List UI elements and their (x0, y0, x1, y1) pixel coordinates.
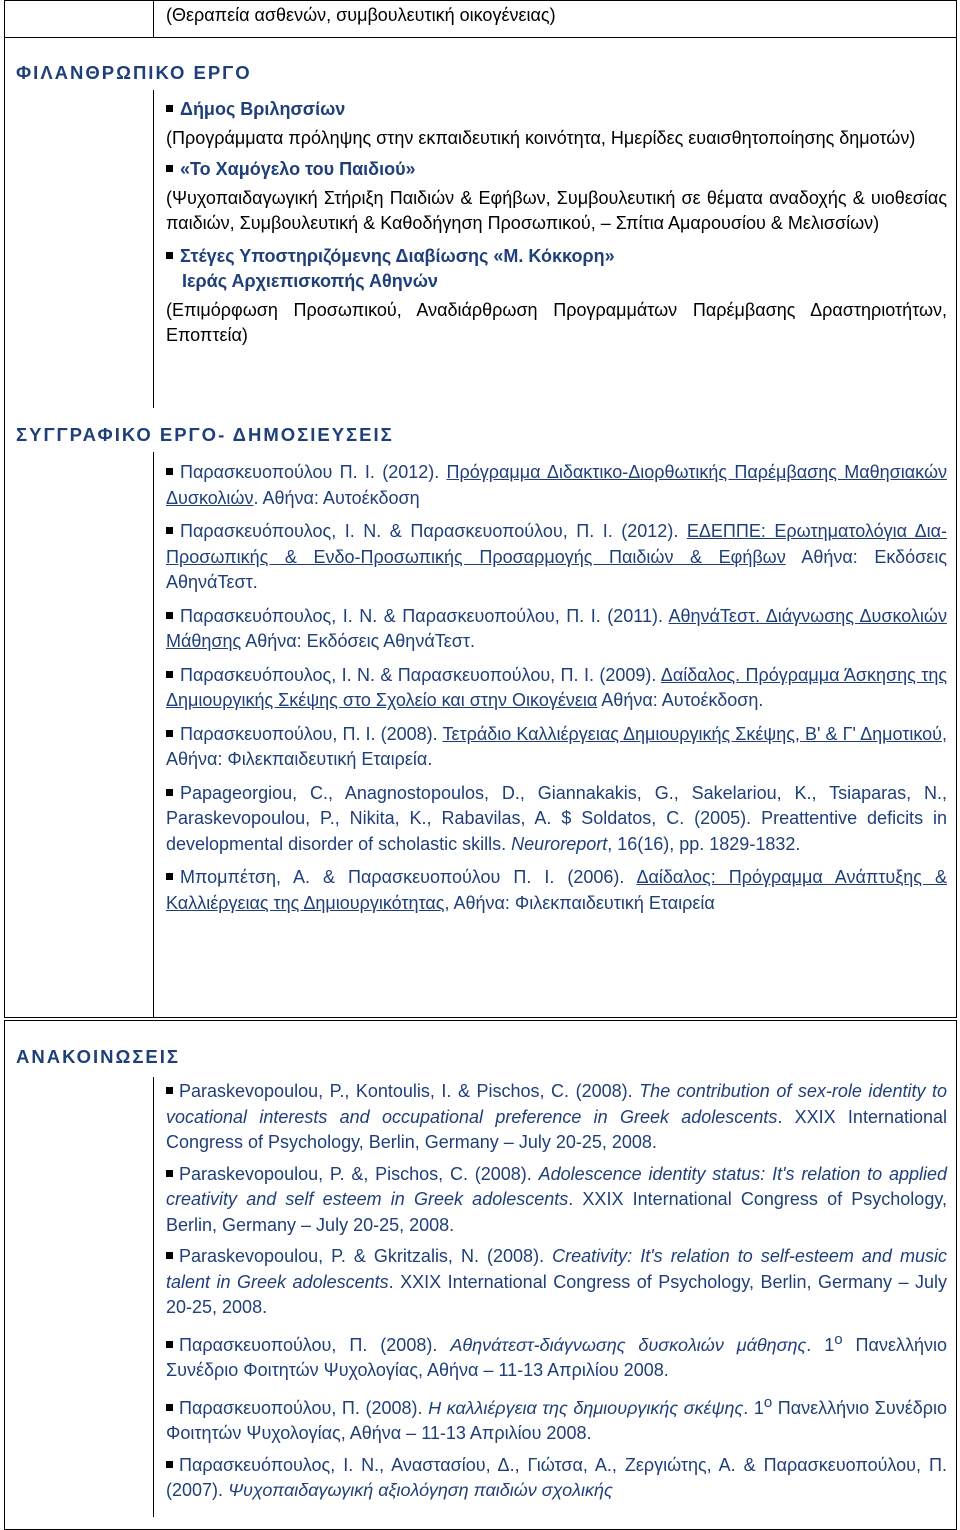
pub-authors: Παρασκευόπουλος, Ι. Ν. & Παρασκευοπούλου, Π. Ι. (2011). (180, 605, 663, 626)
item-description: (Ψυχοπαιδαγωγική Στήριξη Παιδιών & Εφήβων, Συμβουλευτική σε θέματα αναδοχής & υιοθεσίας παιδιών, Συμβουλευτική & Καθοδήγηση Προσωπικού, – Σπίτια Αμαρουσίου & Μελισσίων) (166, 187, 947, 233)
bullet-icon (166, 105, 173, 112)
column-divider (153, 1077, 154, 1517)
bullet-icon (166, 527, 173, 534)
announcements-list (166, 1079, 947, 1504)
row-divider (4, 37, 957, 38)
bullet-icon (166, 1404, 173, 1411)
list-item (166, 1327, 947, 1384)
pub-title: Πρόγραμμα Διδακτικο-Διορθωτικής Παρέμβασης Μαθησιακών Δυσκολιών (166, 462, 947, 508)
bullet-icon (166, 1087, 173, 1094)
ann-rest: . XXIX International Congress of Psychology, Berlin, Germany – July 20-25, 2008. (166, 1106, 948, 1152)
list-item (166, 1453, 947, 1504)
pub-rest: Αθήνα: Εκδόσεις ΑθηνάΤεστ. (241, 631, 475, 651)
ann-title: Ψυχοπαιδαγωγική αξιολόγηση παιδιών σχολικής (228, 1480, 613, 1500)
pub-title: ΕΔΕΠΠΕ: Ερωτηματολόγια Δια-Προσωπικής & Ενδο-Προσωπικής Προσαρμογής Παιδιών & Εφήβων (166, 521, 947, 567)
ann-authors: Paraskevopoulou, P., Kontoulis, I. & Pischos, C. (2008). (179, 1081, 633, 1101)
list-item (166, 865, 947, 916)
pub-authors: Μπομπέτση, Α. & Παρασκευοπούλου Π. Ι. (2006). (180, 867, 625, 887)
pub-authors: Παρασκευόπουλος, Ι. Ν. & Παρασκευοπούλου, Π. Ι. (2012). (180, 521, 679, 541)
pub-title: Δαίδαλος. Πρόγραμμα Άσκησης της Δημιουργικής Σκέψης στο Σχολείο και στην Οικογένεια (166, 664, 948, 710)
pub-title: Τετράδιο Καλλιέργειας Δημιουργικής Σκέψης, Β' & Γ' Δημοτικού (442, 723, 942, 744)
bullet-icon (166, 789, 173, 796)
bullet-icon (166, 1341, 173, 1348)
bullet-icon (166, 1461, 173, 1468)
ann-rest: . 1 (806, 1334, 835, 1355)
ann-sup: ο (763, 1393, 773, 1411)
list-item (166, 1079, 947, 1156)
ann-title: Adolescence identity status: It's relation to applied creativity and self esteem in Greek adolescents (166, 1163, 947, 1209)
pub-rest: , Αθήνα: Φιλεκπαιδευτική Εταιρεία (444, 892, 715, 913)
ann-title: The contribution of sex-role identity to vocational interests and occupational preference in Greek adolescents (166, 1081, 947, 1127)
pub-rest: Αθήνα: Αυτοέκδοση. (597, 690, 764, 710)
ann-rest: . 1 (743, 1397, 764, 1418)
list-item (166, 97, 947, 151)
bullet-icon (166, 730, 173, 737)
pub-rest: , 16(16), pp. 1829-1832. (607, 833, 801, 854)
bullet-icon (166, 1252, 173, 1259)
publications-list (166, 460, 947, 916)
ann-authors: Παρασκευοπούλου, Π. (2008). (179, 1334, 438, 1355)
pub-rest: , Αθήνα: Φιλεκπαιδευτική Εταιρεία. (166, 723, 947, 769)
list-item (166, 460, 947, 511)
column-divider (153, 0, 154, 37)
pub-authors: Παρασκευόπουλος, Ι. Ν. & Παρασκευοπούλου, Π. Ι. (2009). (180, 664, 657, 685)
pub-authors: Παρασκευοπούλου Π. Ι. (2012). (180, 462, 440, 482)
column-divider (153, 452, 154, 1018)
list-item (166, 722, 947, 773)
philanthropic-list (166, 97, 947, 349)
item-description: (Επιμόρφωση Προσωπικού, Αναδιάρθρωση Προγραμμάτων Παρέμβασης Δραστηριοτήτων, Εποπτεία) (166, 299, 947, 345)
intro-row-text: (Θεραπεία ασθενών, συμβουλευτική οικογένειας) (166, 5, 556, 25)
item-description: (Προγράμματα πρόληψης στην εκπαιδευτική κοινότητα, Ημερίδες ευαισθητοποίησης δημοτών) (166, 127, 916, 148)
bullet-icon (166, 671, 173, 678)
list-item (166, 157, 947, 237)
list-item (166, 1244, 947, 1321)
list-item (166, 663, 947, 714)
section-title-philanthropic: ΦΙΛΑΝΘΡΩΠΙΚΟ ΕΡΓΟ (16, 62, 252, 83)
ann-rest2: Πανελλήνιο Συνέδριο Φοιτητών Ψυχολογίας, Αθήνα – 11-13 Απριλίου 2008. (166, 1334, 948, 1380)
pub-journal: Neuroreport (511, 833, 608, 854)
ann-authors: Paraskevopoulou, P. &, Pischos, C. (2008). (179, 1163, 532, 1184)
column-divider (153, 90, 154, 408)
ann-authors: Paraskevopoulou, P. & Gkritzalis, N. (2008). (179, 1246, 545, 1266)
list-item (166, 781, 947, 858)
pub-title: Δαίδαλος: Πρόγραμμα Ανάπτυξης & Καλλιέργειας της Δημιουργικότητας (166, 867, 947, 913)
list-item (166, 244, 947, 349)
ann-rest2: Πανελλήνιο Συνέδριο Φοιτητών Ψυχολογίας, Αθήνα – 11-13 Απριλίου 2008. (166, 1397, 948, 1443)
pub-rest: Αθήνα: Εκδόσεις ΑθηνάΤεστ. (166, 546, 947, 592)
ann-rest: . XXIX International Congress of Psychology, Berlin, Germany – July 20-25, 2008. (166, 1271, 947, 1317)
list-item (166, 604, 947, 655)
bullet-icon (166, 612, 173, 619)
ann-rest: . XXIX International Congress of Psychology, Berlin, Germany – July 20-25, 2008. (166, 1189, 947, 1235)
list-item (166, 1390, 947, 1447)
bullet-icon (166, 252, 173, 259)
bullet-icon (166, 873, 173, 880)
item-heading: Στέγες Υποστηριζόμενης Διαβίωσης «Μ. Κόκκορη» (180, 245, 615, 266)
ann-authors: Παρασκευοπούλου, Π. (2008). (179, 1397, 423, 1418)
ann-title: Η καλλιέργεια της δημιουργικής σκέψης (428, 1397, 744, 1418)
ann-sup: ο (834, 1330, 843, 1348)
pub-authors: Papageorgiou, C., Anagnostopoulos, D., Giannakakis, G., Sakelariou, K., Tsiaparas, N., Paraskevopoulou, P., Nikita, K., Rabavilas, A. $ Soldatos, C. (2005). Preattentive deficits in developmental disorder of scholastic skills. (166, 782, 947, 854)
pub-title: ΑθηνάΤεστ. Διάγνωσης Δυσκολιών Μάθησης (166, 605, 947, 651)
bullet-icon (166, 1170, 173, 1177)
list-item (166, 1162, 947, 1239)
ann-authors: Παρασκευόπουλος, Ι. Ν., Αναστασίου, Δ., Γιώτσα, Α., Ζεργιώτης, Α. & Παρασκευοπούλου, Π. (2007). (166, 1454, 947, 1500)
section-title-announcements: ΑΝΑΚΟΙΝΩΣΕΙΣ (16, 1046, 180, 1067)
list-item (166, 519, 947, 596)
pub-authors: Παρασκευοπούλου, Π. Ι. (2008). (180, 723, 438, 744)
item-subheading: Ιεράς Αρχιεπισκοπής Αθηνών (182, 271, 438, 291)
item-heading: «Το Χαμόγελο του Παιδιού» (180, 159, 416, 179)
item-heading: Δήμος Βριλησσίων (180, 99, 346, 119)
pub-rest: . Αθήνα: Αυτοέκδοση (253, 487, 420, 508)
bullet-icon (166, 468, 173, 475)
bullet-icon (166, 165, 173, 172)
ann-title: Creativity: It's relation to self-esteem and music talent in Greek adolescents (166, 1246, 947, 1292)
ann-title: Αθηνάτεστ-διάγνωσης δυσκολιών μάθησης (450, 1334, 807, 1355)
section-title-publications: ΣΥΓΓΡΑΦΙΚΟ ΕΡΓΟ- ΔΗΜΟΣΙΕΥΣΕΙΣ (16, 424, 394, 445)
